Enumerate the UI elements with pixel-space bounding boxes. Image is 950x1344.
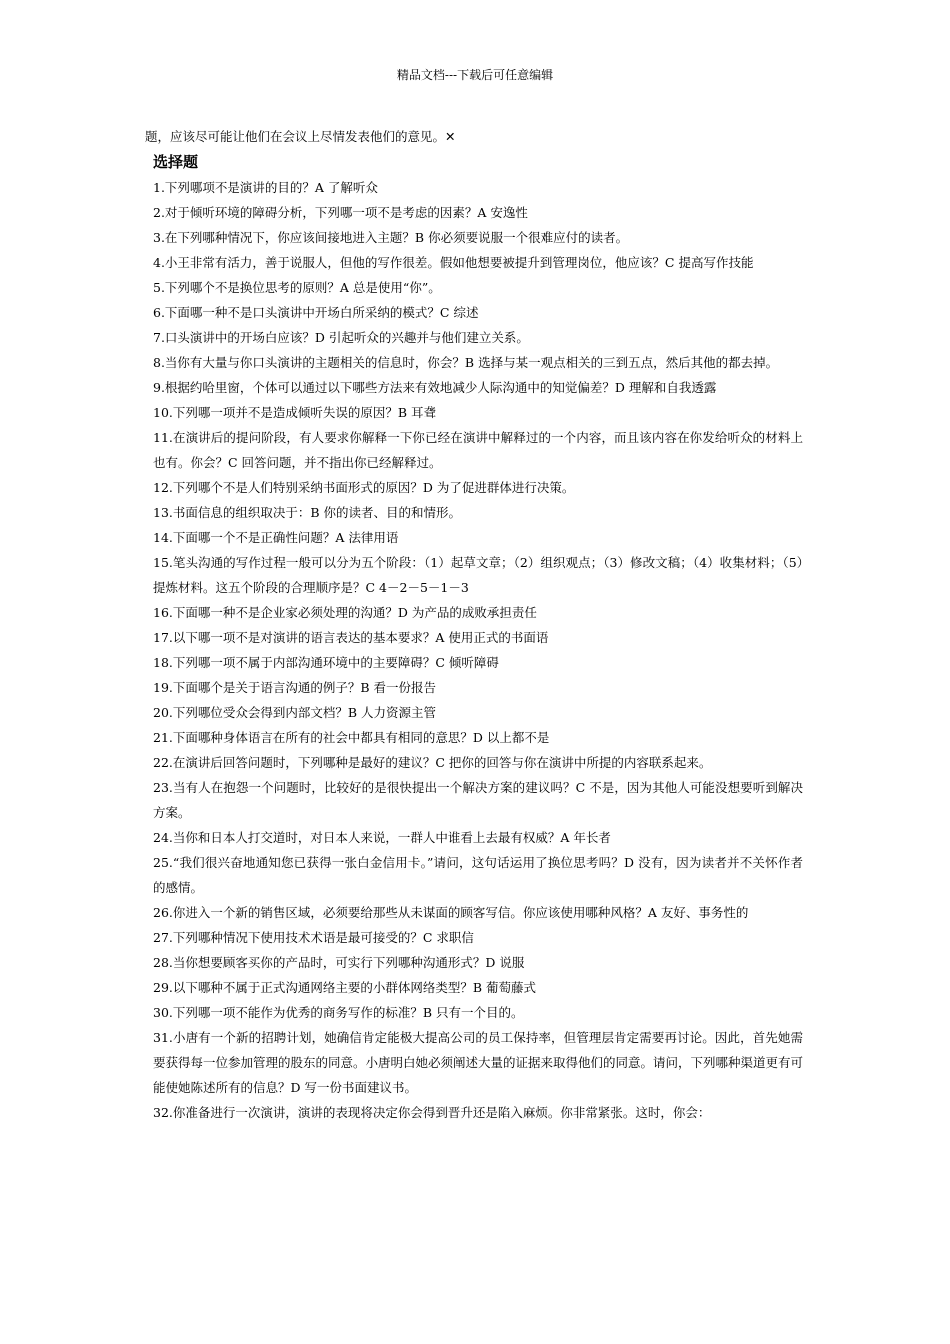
question-item: 31.小唐有一个新的招聘计划，她确信肯定能极大提高公司的员工保持率，但管理层肯定需要再讨论。因此，首先她需要获得每一位参加管理的股东的同意。小唐明白她必须阐述大量的证据来取得他们的同意。请问，下列哪种渠道更有可能使她陈述所有的信息？D 写一份书面建议书。: [153, 1030, 804, 1095]
question-item: 21.下面哪种身体语言在所有的社会中都具有相同的意思？D 以上都不是: [153, 730, 550, 745]
question-item: 18.下列哪一项不属于内部沟通环境中的主要障碍？C 倾听障碍: [153, 655, 499, 670]
question-item: 19.下面哪个是关于语言沟通的例子？B 看一份报告: [153, 680, 437, 695]
question-item: 15.笔头沟通的写作过程一般可以分为五个阶段：（1）起草文章；（2）组织观点；（3）修改文稿；（4）收集材料；（5）提炼材料。这五个阶段的合理顺序是？C 4－2－5－1－3: [153, 555, 803, 595]
question-item: 10.下列哪一项并不是造成倾听失误的原因？B 耳聋: [153, 405, 437, 420]
question-item: 28.当你想要顾客买你的产品时，可实行下列哪种沟通形式？D 说服: [153, 955, 525, 970]
question-item: 7.口头演讲中的开场白应该？D 引起听众的兴趣并与他们建立关系。: [153, 330, 529, 345]
question-item: 32.你准备进行一次演讲，演讲的表现将决定你会得到晋升还是陷入麻烦。你非常紧张。这时，你会：: [153, 1105, 711, 1120]
cross-mark: ✕: [445, 129, 456, 144]
question-item: 2.对于倾听环境的障碍分析，下列哪一项不是考虑的因素？A 安逸性: [153, 205, 528, 220]
question-item: 1.下列哪项不是演讲的目的？A 了解听众: [153, 180, 378, 195]
question-item: 14.下面哪一个不是正确性问题？A 法律用语: [153, 530, 399, 545]
question-item: 6.下面哪一种不是口头演讲中开场白所采纳的模式？C 综述: [153, 305, 479, 320]
intro-line: [145, 124, 803, 149]
page-header: 精品文档---下载后可任意编辑: [396, 68, 554, 82]
question-item: 30.下列哪一项不能作为优秀的商务写作的标准？B 只有一个目的。: [153, 1005, 524, 1020]
question-item: 27.下列哪种情况下使用技术术语是最可接受的？C 求职信: [153, 930, 474, 945]
question-item: 11.在演讲后的提问阶段，有人要求你解释一下你已经在演讲中解释过的一个内容，而且该内容在你发给听众的材料上也有。你会？C 回答问题，并不指出你已经解释过。: [153, 430, 803, 470]
question-item: 26.你进入一个新的销售区域，必须要给那些从未谋面的顾客写信。你应该使用哪种风格？A 友好、事务性的: [153, 905, 749, 920]
question-item: 24.当你和日本人打交道时，对日本人来说，一群人中谁看上去最有权威？A 年长者: [153, 830, 611, 845]
question-item: 12.下列哪个不是人们特别采纳书面形式的原因？D 为了促进群体进行决策。: [153, 480, 575, 495]
question-item: 29.以下哪种不属于正式沟通网络主要的小群体网络类型？B 葡萄藤式: [153, 980, 537, 995]
question-list: [145, 175, 803, 1125]
question-item: 23.当有人在抱怨一个问题时，比较好的是很快提出一个解决方案的建议吗？C 不是，因为其他人可能没想要听到解决方案。: [153, 780, 803, 820]
question-item: 22.在演讲后回答问题时，下列哪种是最好的建议？C 把你的回答与你在演讲中所提的内容联系起来。: [153, 755, 712, 770]
question-item: 3.在下列哪种情况下，你应该间接地进入主题？B 你必须要说服一个很难应付的读者。: [153, 230, 629, 245]
question-item: 5.下列哪个不是换位思考的原则？A 总是使用“你”。: [153, 280, 441, 295]
question-item: 13.书面信息的组织取决于：B 你的读者、目的和情形。: [153, 505, 462, 520]
intro-text: 题，应该尽可能让他们在会议上尽情发表他们的意见。: [145, 129, 446, 144]
question-item: 17.以下哪一项不是对演讲的语言表达的基本要求？A 使用正式的书面语: [153, 630, 549, 645]
question-item: 20.下列哪位受众会得到内部文档？B 人力资源主管: [153, 705, 437, 720]
question-item: 25.“我们很兴奋地通知您已获得一张白金信用卡。”请问，这句话运用了换位思考吗？D 没有，因为读者并不关怀作者的感情。: [153, 855, 803, 895]
question-item: 9.根据约哈里窗，个体可以通过以下哪些方法来有效地减少人际沟通中的知觉偏差？D 理解和自我透露: [153, 380, 717, 395]
question-item: 4.小王非常有活力，善于说服人，但他的写作很差。假如他想要被提升到管理岗位，他应该？C 提高写作技能: [153, 255, 754, 270]
document-body: [145, 124, 803, 1125]
question-item: 8.当你有大量与你口头演讲的主题相关的信息时，你会？B 选择与某一观点相关的三到五点，然后其他的都去掉。: [153, 355, 779, 370]
question-item: 16.下面哪一种不是企业家必须处理的沟通？D 为产品的成败承担责任: [153, 605, 537, 620]
section-title: 选择题: [153, 153, 199, 171]
